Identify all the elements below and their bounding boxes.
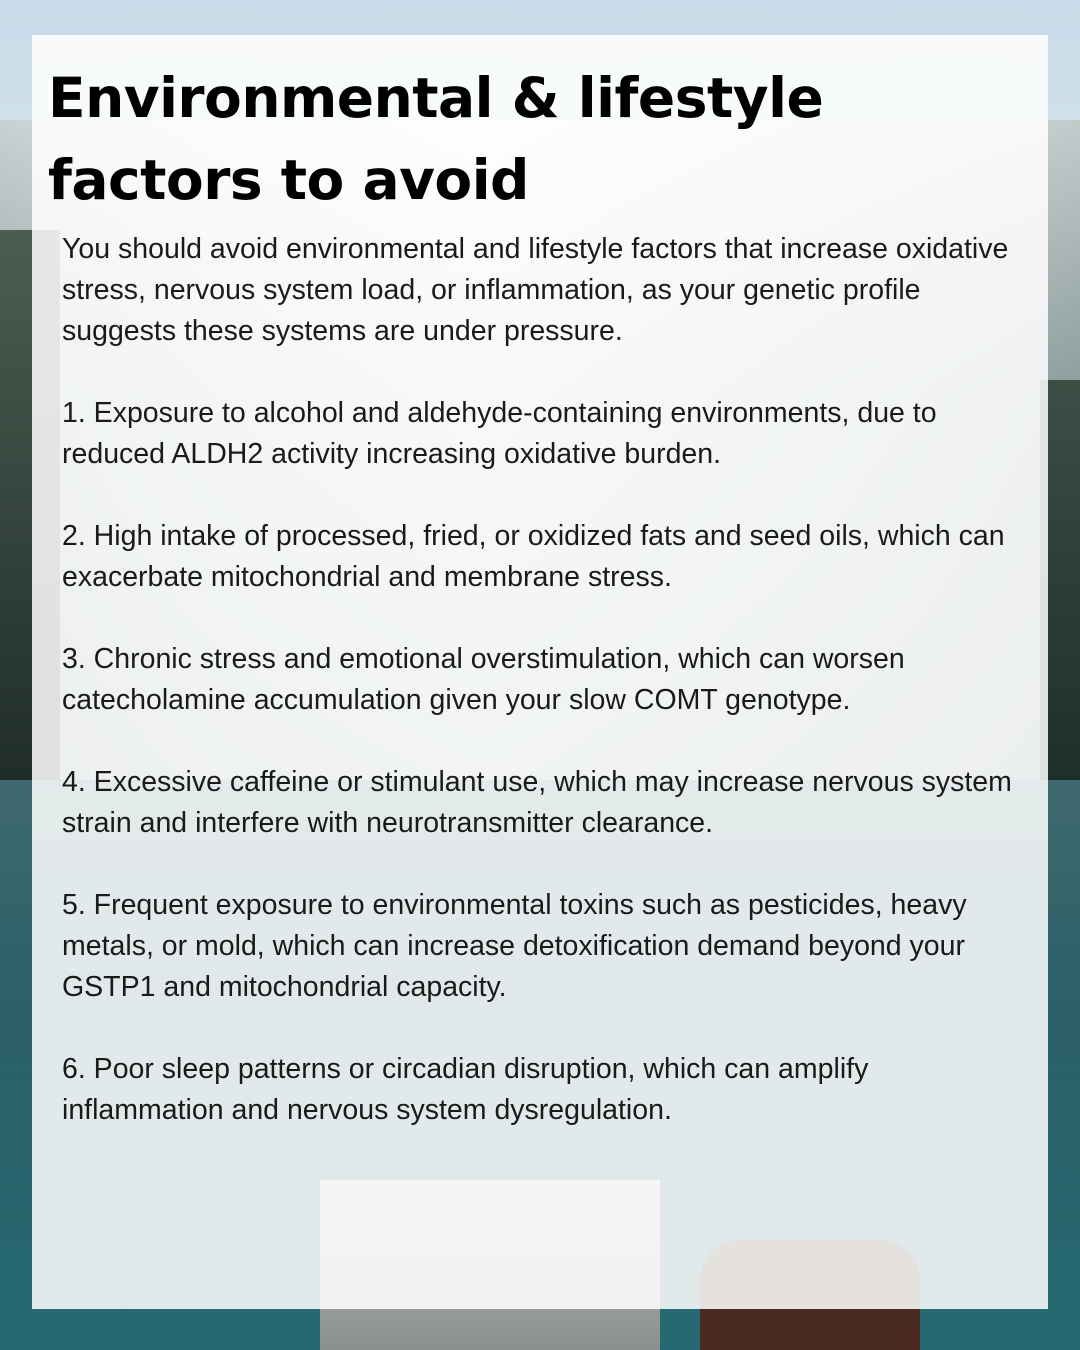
page-title: Environmental & lifestyle factors to avoid bbox=[48, 66, 824, 212]
intro-paragraph: You should avoid environmental and lifestyle factors that increase oxidative stress, nervous system load, or inflammation, as your genetic profile suggests these systems are under pressure. bbox=[62, 233, 1009, 347]
list-item: 3. Chronic stress and emotional overstimulation, which can worsen catecholamine accumulation given your slow COMT genotype. bbox=[62, 643, 905, 716]
list-item: 6. Poor sleep patterns or circadian disruption, which can amplify inflammation and nervous system dysregulation. bbox=[62, 1053, 869, 1126]
list-item: 4. Excessive caffeine or stimulant use, which may increase nervous system strain and interfere with neurotransmitter clearance. bbox=[62, 766, 1012, 839]
body-text bbox=[62, 229, 1034, 1131]
content-card bbox=[32, 35, 1048, 1309]
list-item: 1. Exposure to alcohol and aldehyde-containing environments, due to reduced ALDH2 activity increasing oxidative burden. bbox=[62, 397, 937, 470]
list-item: 5. Frequent exposure to environmental toxins such as pesticides, heavy metals, or mold, which can increase detoxification demand beyond your GSTP1 and mitochondrial capacity. bbox=[62, 889, 967, 1003]
list-item: 2. High intake of processed, fried, or oxidized fats and seed oils, which can exacerbate mitochondrial and membrane stress. bbox=[62, 520, 1005, 593]
